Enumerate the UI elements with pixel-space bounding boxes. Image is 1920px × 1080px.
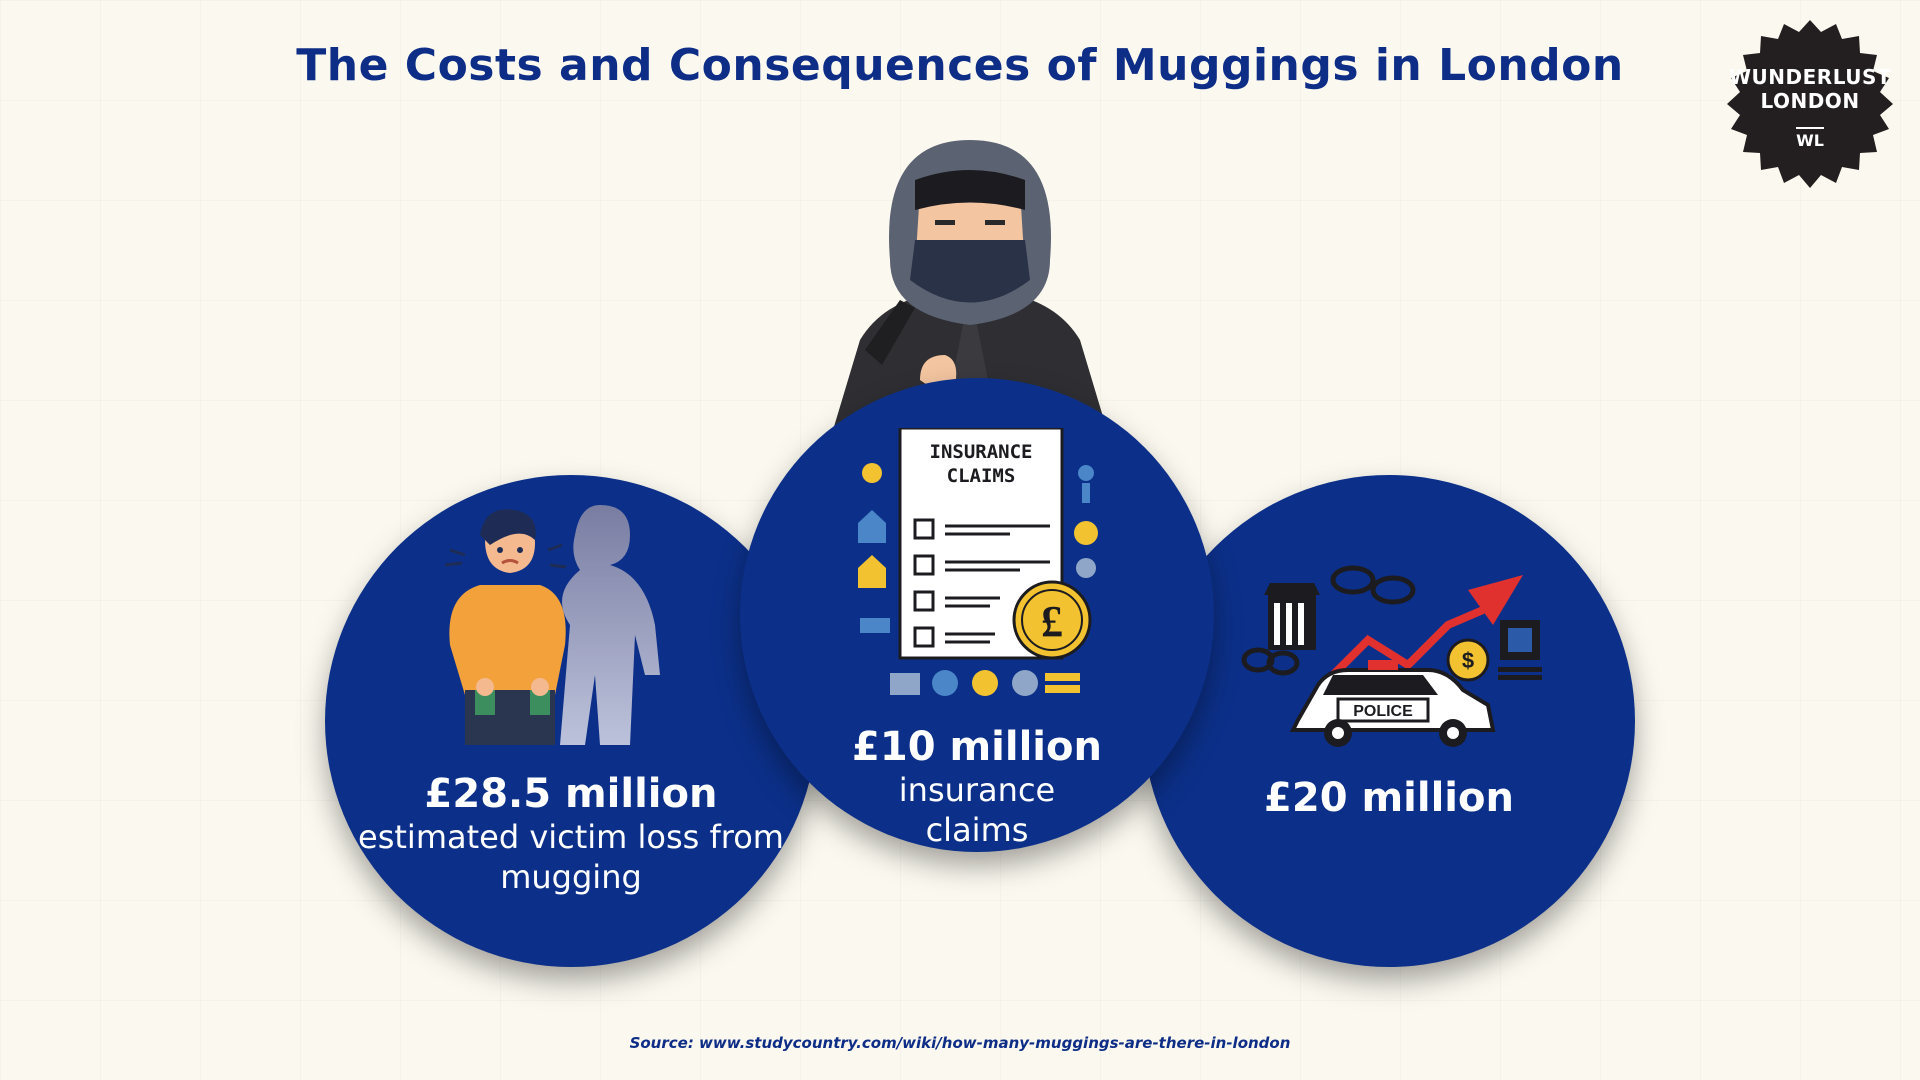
svg-text:£: £ bbox=[1041, 597, 1063, 646]
svg-text:$: $ bbox=[1461, 648, 1475, 673]
victim-empty-pockets-icon bbox=[430, 495, 690, 745]
stat-value-victim-loss: £28.5 million bbox=[424, 771, 718, 817]
stat-block-insurance-claims bbox=[740, 724, 1214, 850]
stat-description-insurance-claims: insurance claims bbox=[898, 771, 1056, 849]
stat-circle-victim-loss bbox=[325, 475, 817, 967]
logo-line-1: WUNDERLUST bbox=[1728, 65, 1892, 90]
insurance-claims-document-icon bbox=[850, 428, 1110, 713]
stat-block-police-costs bbox=[1143, 775, 1635, 821]
stat-description-victim-loss: estimated victim loss from mugging bbox=[358, 818, 784, 896]
logo-line-2: LONDON bbox=[1760, 89, 1860, 114]
stat-circle-insurance-claims bbox=[740, 378, 1214, 852]
source-citation: Source: www.studycountry.com/wiki/how-many-muggings-are-there-in-london bbox=[629, 1034, 1291, 1052]
police-car-label: POLICE bbox=[1353, 703, 1413, 720]
wunderlust-london-logo bbox=[1718, 16, 1902, 200]
logo-monogram: WL bbox=[1796, 127, 1824, 150]
stat-value-insurance-claims: £10 million bbox=[852, 724, 1102, 770]
stat-value-police-costs: £20 million bbox=[1264, 775, 1514, 821]
document-title-line-2: CLAIMS bbox=[946, 465, 1016, 487]
document-title-line-1: INSURANCE bbox=[929, 441, 1033, 463]
page-title: The Costs and Consequences of Muggings in London bbox=[296, 40, 1624, 91]
police-car-rising-costs-icon bbox=[1228, 555, 1558, 755]
stat-circle-police-costs bbox=[1143, 475, 1635, 967]
